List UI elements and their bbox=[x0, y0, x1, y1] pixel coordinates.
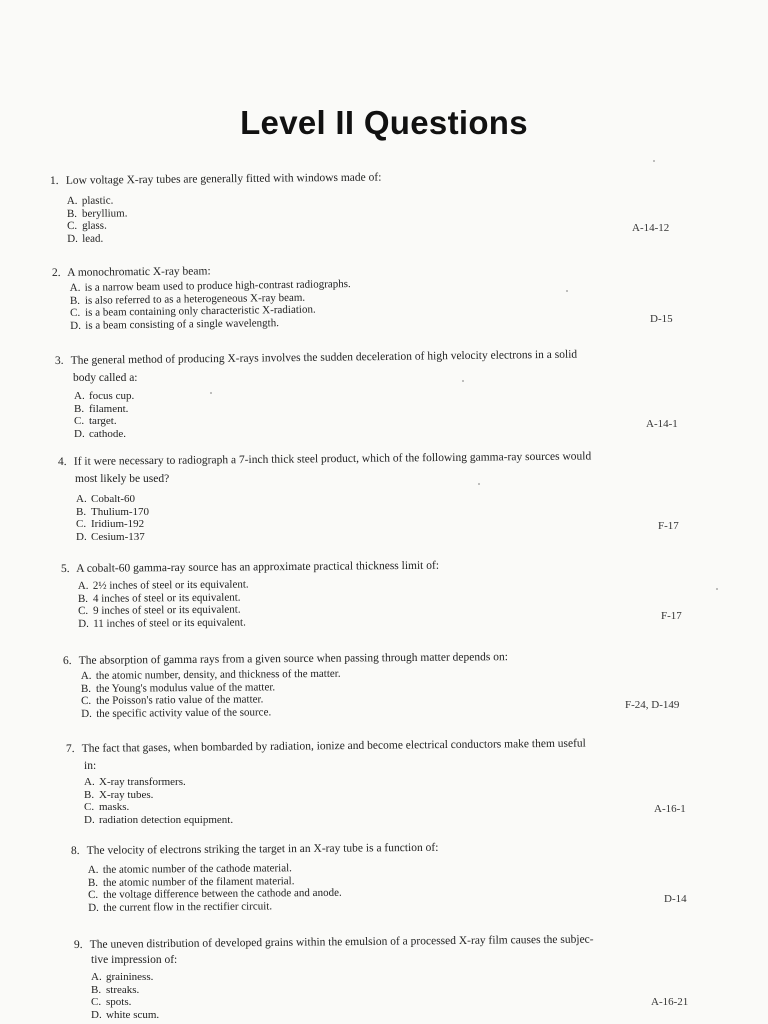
reference-code: F-17 bbox=[658, 520, 679, 532]
question-stem: 8. The velocity of electrons striking the target in an X-ray tube is a function of: bbox=[70, 841, 439, 857]
reference-code: A-14-1 bbox=[646, 418, 678, 430]
option-b: B. the atomic number of the filament material. bbox=[87, 874, 295, 889]
option-c: C. glass. bbox=[67, 219, 107, 232]
option-b: B. is also referred to as a heterogeneous X-ray beam. bbox=[69, 291, 306, 307]
scan-speck bbox=[653, 160, 655, 162]
question-stem-continued: in: bbox=[84, 760, 97, 772]
page-title: Level II Questions bbox=[240, 104, 528, 141]
reference-code: A-16-1 bbox=[654, 803, 686, 815]
option-d: D. radiation detection equipment. bbox=[84, 813, 234, 826]
option-c: C. is a beam containing only characteristic X-radiation. bbox=[70, 303, 316, 319]
option-a: A. focus cup. bbox=[74, 390, 135, 402]
option-a: A. plastic. bbox=[66, 194, 114, 208]
reference-code: D-14 bbox=[664, 893, 687, 905]
option-a: A. the atomic number of the cathode material. bbox=[87, 862, 292, 877]
option-c: C. Iridium-192 bbox=[76, 518, 145, 530]
question-number: 1. bbox=[49, 174, 59, 187]
question-stem-continued: tive impression of: bbox=[91, 954, 178, 966]
answer-options bbox=[88, 862, 342, 914]
question-stem: 7. The fact that gases, when bombarded by radiation, ionize and become electrical conductors make them useful bbox=[65, 737, 586, 755]
answer-options bbox=[81, 668, 341, 720]
scan-speck bbox=[478, 483, 480, 485]
reference-code: F-24, D-149 bbox=[625, 699, 680, 711]
scan-speck bbox=[566, 290, 568, 292]
option-a: A. Cobalt-60 bbox=[76, 493, 135, 505]
option-d: D. is a beam consisting of a single wavelength. bbox=[70, 316, 280, 332]
option-a: A. graininess. bbox=[91, 971, 154, 983]
question-stem: 9. The uneven distribution of developed grains within the emulsion of a processed X-ray film causes the subjec- bbox=[73, 933, 594, 951]
answer-options bbox=[76, 493, 149, 543]
option-b: B. Thulium-170 bbox=[76, 505, 150, 518]
option-b: B. filament. bbox=[74, 402, 129, 415]
answer-options bbox=[74, 390, 134, 440]
option-c: C. masks. bbox=[84, 801, 130, 813]
option-d: D. lead. bbox=[67, 232, 104, 245]
option-b: B. X-ray tubes. bbox=[84, 788, 154, 801]
reference-code: A-16-21 bbox=[651, 996, 689, 1008]
answer-options bbox=[84, 776, 233, 826]
question-stem-continued: most likely be used? bbox=[75, 473, 170, 485]
option-c: C. 9 inches of steel or its equivalent. bbox=[78, 603, 241, 617]
answer-options bbox=[70, 278, 352, 332]
option-a: A. the atomic number, density, and thickness of the matter. bbox=[80, 667, 341, 683]
question-stem: 6. The absorption of gamma rays from a given source when passing through matter depends on: bbox=[62, 651, 508, 667]
reference-code: A-14-12 bbox=[632, 222, 670, 234]
question-stem: 4. If it were necessary to radiograph a 7-inch thick steel product, which of the following gamma-ray sources would bbox=[57, 450, 592, 468]
option-c: C. the voltage difference between the cathode and anode. bbox=[88, 886, 342, 901]
option-a: A. is a narrow beam used to produce high-contrast radiographs. bbox=[69, 278, 351, 295]
option-d: D. white scum. bbox=[91, 1008, 160, 1021]
option-d: D. 11 inches of steel or its equivalent. bbox=[78, 616, 246, 630]
reference-code: F-17 bbox=[661, 610, 682, 622]
scan-speck bbox=[716, 588, 718, 590]
question-text: Low voltage X-ray tubes are generally fitted with windows made of: bbox=[65, 171, 382, 187]
option-a: A. X-ray transformers. bbox=[84, 776, 186, 788]
answer-options bbox=[91, 971, 159, 1021]
option-b: B. beryllium. bbox=[66, 206, 128, 220]
option-d: D. cathode. bbox=[74, 427, 126, 440]
option-b: B. the Young's modulus value of the matter. bbox=[80, 680, 276, 695]
question-stem: 3. The general method of producing X-rays involves the sudden deceleration of high velocity electrons in a solid bbox=[54, 348, 578, 367]
option-d: D. Cesium-137 bbox=[76, 530, 145, 543]
question-stem: 2. A monochromatic X-ray beam: bbox=[51, 265, 211, 279]
option-a: A. 2½ inches of steel or its equivalent. bbox=[77, 578, 249, 593]
option-d: D. the specific activity value of the source. bbox=[81, 705, 272, 720]
option-c: C. spots. bbox=[91, 996, 132, 1008]
answer-options bbox=[78, 579, 249, 630]
option-b: B. streaks. bbox=[91, 983, 140, 996]
option-c: C. the Poisson's ratio value of the matter. bbox=[81, 693, 264, 707]
option-d: D. the current flow in the rectifier circuit. bbox=[88, 899, 273, 914]
scan-speck bbox=[462, 380, 464, 382]
reference-code: D-15 bbox=[650, 313, 673, 325]
question-stem-continued: body called a: bbox=[73, 372, 138, 384]
scan-speck bbox=[210, 392, 212, 394]
question-stem bbox=[50, 172, 382, 188]
option-c: C. target. bbox=[74, 415, 117, 427]
answer-options bbox=[67, 194, 128, 245]
option-b: B. 4 inches of steel or its equivalent. bbox=[77, 591, 241, 605]
question-stem: 5. A cobalt-60 gamma-ray source has an approximate practical thickness limit of: bbox=[60, 559, 440, 575]
